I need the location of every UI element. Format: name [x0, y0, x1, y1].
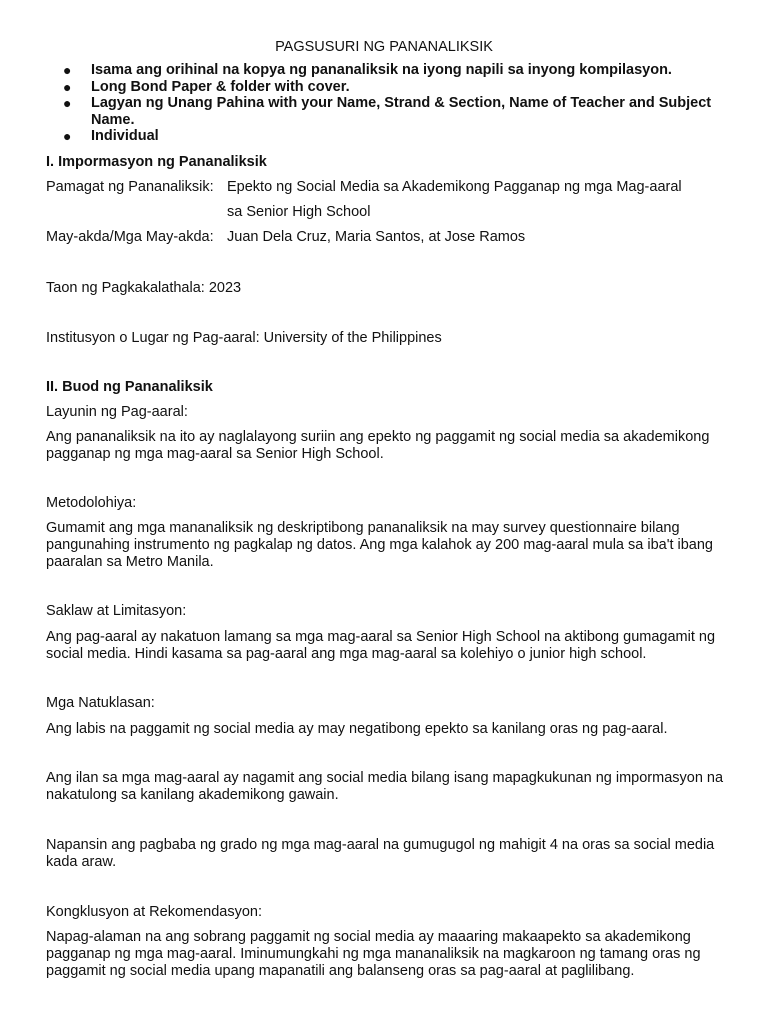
list-item: ● Individual: [63, 128, 159, 144]
section-1-heading: I. Impormasyon ng Pananaliksik: [46, 154, 267, 170]
institution: Institusyon o Lugar ng Pag-aaral: University of the Philippines: [46, 330, 442, 346]
bullet-icon: ●: [63, 128, 72, 144]
requirements-list: [46, 62, 726, 145]
publication-year: Taon ng Pagkakalathala: 2023: [46, 280, 242, 296]
research-title-label: Pamagat ng Pananaliksik:: [46, 179, 214, 195]
finding-3: Napansin ang pagbaba ng grado ng mga mag-aaral na gumugugol ng mahigit 4 na oras sa social media kada araw.: [46, 837, 715, 870]
finding-2: Ang ilan sa mga mag-aaral ay nagamit ang social media bilang isang mapagkukunan ng impormasyon na nakatulong sa kanilang akademikong gawain.: [46, 770, 724, 803]
findings-label: Mga Natuklasan:: [46, 695, 155, 711]
authors-value: Juan Dela Cruz, Maria Santos, at Jose Ramos: [227, 229, 526, 245]
conclusion-text: Napag-alaman na ang sobrang paggamit ng social media ay maaaring makaapekto sa akademikong pagganap ng mga mag-aaral. Iminumungkahi ng mga mananaliksik na magkaroon ng tamang oras ng paggamit ng social media upang mapanatili ang balanseng oras sa pag-aaral at paglilibang.: [46, 929, 701, 979]
research-title-line-1: Epekto ng Social Media sa Akademikong Pagganap ng mga Mag-aaral: [227, 179, 682, 195]
bullet-icon: ●: [63, 62, 72, 78]
method-text: Gumamit ang mga mananaliksik ng deskriptibong pananaliksik na may survey questionnaire bilang pangunahing instrumento ng pagkalap ng datos. Ang mga kalahok ay 200 mag-aaral mula sa iba't ibang paaralan sa Metro Manila.: [46, 520, 713, 570]
section-2-heading: II. Buod ng Pananaliksik: [46, 379, 213, 395]
list-item: ● Isama ang orihinal na kopya ng pananaliksik na iyong napili sa inyong kompilasyon.: [63, 62, 672, 78]
scope-label: Saklaw at Limitasyon:: [46, 603, 187, 619]
conclusion-label: Kongklusyon at Rekomendasyon:: [46, 904, 263, 920]
bullet-icon: ●: [63, 95, 72, 111]
method-label: Metodolohiya:: [46, 495, 137, 511]
finding-1: Ang labis na paggamit ng social media ay may negatibong epekto sa kanilang oras ng pag-aaral.: [46, 721, 668, 737]
objective-text: Ang pananaliksik na ito ay naglalayong suriin ang epekto ng paggamit ng social media sa akademikong pagganap ng mga mag-aaral sa Senior High School.: [46, 429, 710, 462]
authors-label: May-akda/Mga May-akda:: [46, 229, 214, 245]
list-item: ● Lagyan ng Unang Pahina with your Name, Strand & Section, Name of Teacher and Subject Name.: [63, 95, 712, 128]
document-title: PAGSUSURI NG PANANALIKSIK: [275, 39, 493, 55]
list-item: ● Long Bond Paper & folder with cover.: [63, 78, 350, 95]
research-title-line-2: sa Senior High School: [227, 204, 371, 220]
scope-text: Ang pag-aaral ay nakatuon lamang sa mga mag-aaral sa Senior High School na aktibong gumagamit ng social media. Hindi kasama sa pag-aaral ang mga mag-aaral sa kolehiyo o junior high school.: [46, 629, 716, 662]
bullet-icon: ●: [63, 78, 72, 95]
objective-label: Layunin ng Pag-aaral:: [46, 404, 188, 420]
